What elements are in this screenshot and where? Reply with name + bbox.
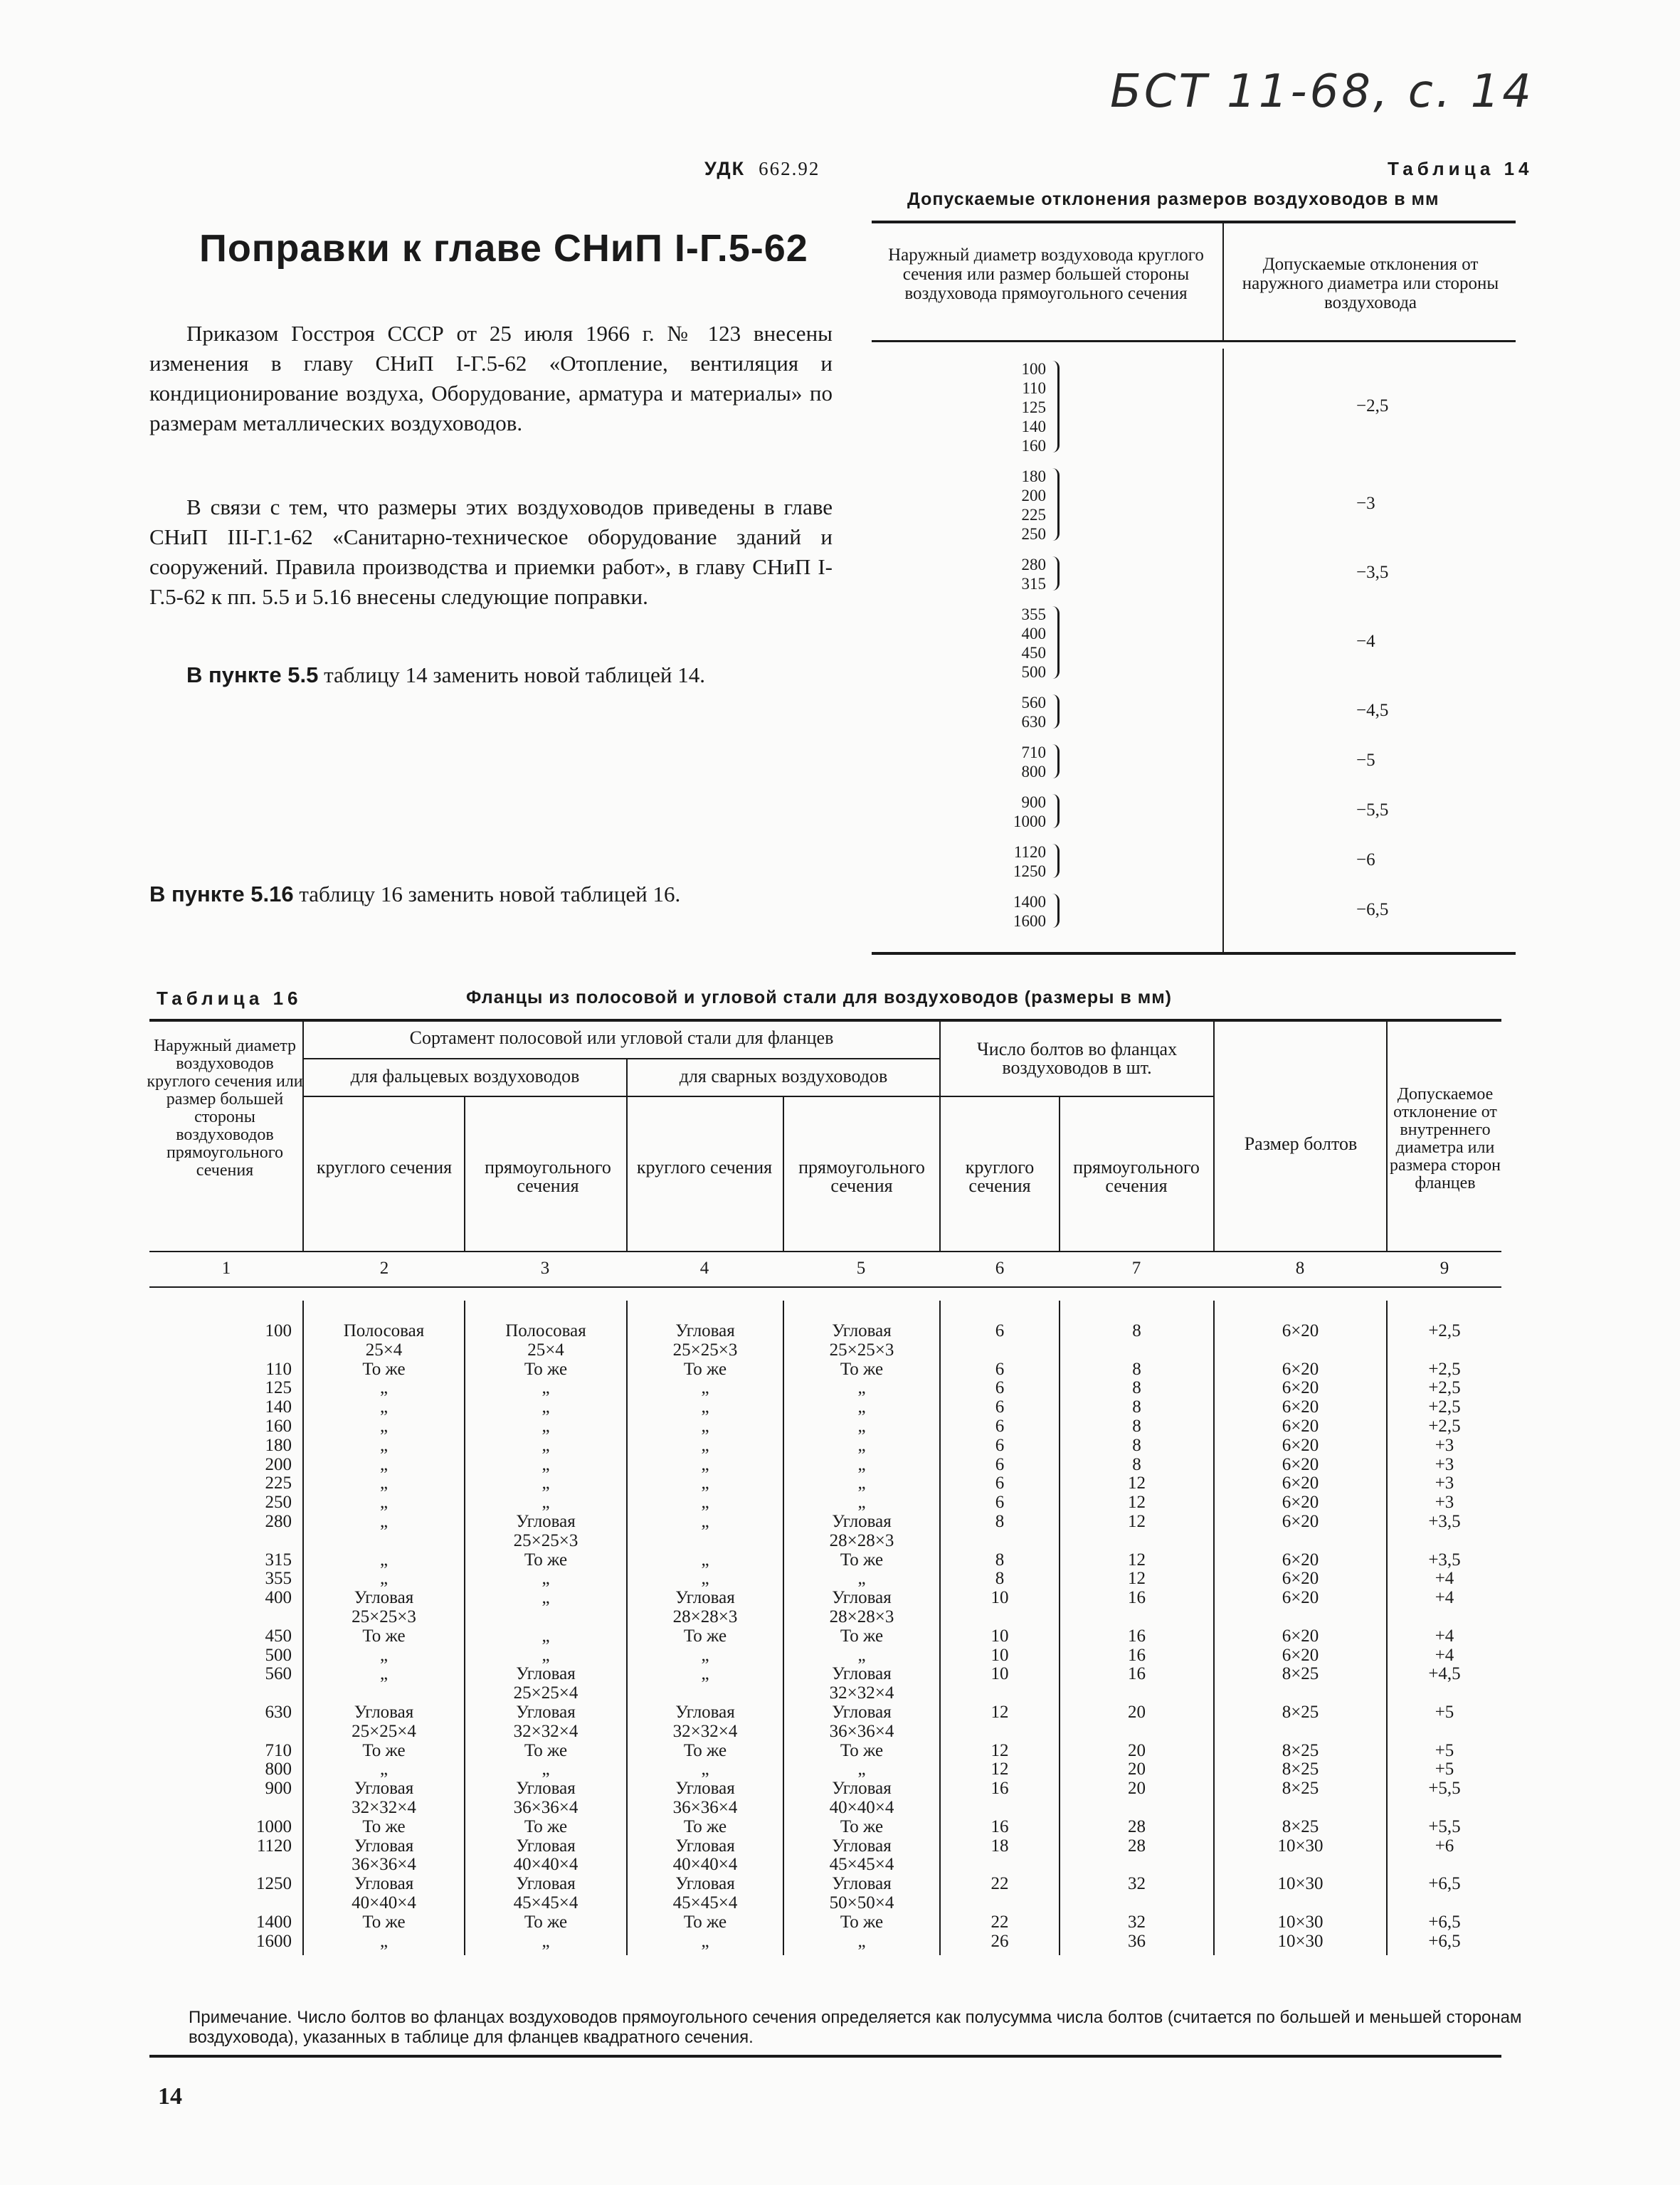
table14-sizes-group xyxy=(975,359,1046,455)
table16-column-number: 4 xyxy=(699,1259,709,1278)
table16-colnum-rule xyxy=(149,1286,1501,1288)
table14-brace xyxy=(1050,744,1060,778)
table14-size-value: 500 xyxy=(1021,663,1046,681)
page-title: Поправки к главе СНиП I-Г.5-62 xyxy=(199,227,808,270)
table16-vline-8 xyxy=(1213,1022,1215,1251)
table14-body-divider xyxy=(1222,349,1224,953)
table14-sizes-group xyxy=(975,842,1046,881)
table16-vline-7 xyxy=(1059,1097,1060,1251)
table14-col2-header: Допускаемые отклонения от наружного диаметра или стороны воздуховода xyxy=(1242,255,1499,312)
table14-tolerance: −2,5 xyxy=(1356,396,1389,416)
table16-col1-values: 100 110 125 140 160 180 200 225 250 280 315 355 400 450 500 560 630 710 800 900 1000 1120 1250 1400 1600 xyxy=(256,1321,292,1951)
table16-falts-header: для фальцевых воздуховодов xyxy=(350,1066,580,1086)
table16-sortament-rule xyxy=(304,1058,939,1059)
table14-size-value: 200 xyxy=(1021,487,1046,504)
table14-brace xyxy=(1050,606,1060,679)
table14-size-value: 1250 xyxy=(1013,862,1046,880)
table16-col2-values: Полосовая 25×4 То же „ „ „ „ „ „ „ „ „ „ Угловая 25×25×3 То же „ „ Угловая 25×25×4 То же „ Угловая 32×32×4 То же Угловая 36×36×4 Угловая 40×40×4 То же „ xyxy=(343,1321,425,1951)
table14-tolerance: −5 xyxy=(1356,751,1375,770)
table16-column-number: 3 xyxy=(540,1259,550,1278)
table14-sizes-group xyxy=(975,605,1046,682)
table14-size-value: 800 xyxy=(1021,763,1046,781)
table14-size-value: 1000 xyxy=(1013,813,1046,830)
table16-vline-4 xyxy=(626,1059,628,1251)
table16-caption: Фланцы из полосовой и угловой стали для воздуховодов (размеры в мм) xyxy=(466,988,1173,1007)
table16-col6-values: 6 6 6 6 6 6 6 6 6 8 8 8 10 10 10 10 12 12 12 16 16 18 22 22 26 xyxy=(990,1321,1009,1951)
table16-col4-values: Угловая 25×25×3 То же „ „ „ „ „ „ „ „ „ „ Угловая 28×28×3 То же „ „ Угловая 32×32×4 То же „ Угловая 36×36×4 То же Угловая 40×40×4 Угловая 45×45×4 То же „ xyxy=(672,1321,738,1951)
table14-size-value: 1400 xyxy=(1013,893,1046,911)
table14-brace xyxy=(1050,844,1060,878)
table14-size-value: 1600 xyxy=(1013,912,1046,930)
table14-size-value: 125 xyxy=(1021,398,1046,416)
paragraph-order: Приказом Госстроя СССР от 25 июля 1966 г. № 123 внесены изменения в главу СНиП I-Г.5-62 «Отопление, вентиляция и кондиционирование воздуха, Оборудование, арматура и материалы» по размерам металлических воздуховодов. xyxy=(149,321,833,435)
table14-brace xyxy=(1050,894,1060,928)
table16-column-number: 6 xyxy=(995,1259,1005,1278)
udk-number: 662.92 xyxy=(759,158,820,179)
table16-column-number: 2 xyxy=(379,1259,389,1278)
table14-col1-header: Наружный диаметр воздуховода круглого сечения или размер большей стороны воздуховода прямоугольного сечения xyxy=(888,245,1204,303)
table14-tolerance: −6 xyxy=(1356,850,1375,869)
table14-sizes-group xyxy=(975,793,1046,831)
table16-col7-values: 8 8 8 8 8 8 8 12 12 12 12 12 16 16 16 16 20 20 20 20 28 28 32 32 36 xyxy=(1128,1321,1146,1951)
table14-size-value: 180 xyxy=(1021,467,1046,485)
table16-bolts-count-header: Число болтов во фланцах воздуховодов в шт. xyxy=(976,1039,1178,1078)
table14-size-value: 250 xyxy=(1021,525,1046,543)
table14-tolerance: −5,5 xyxy=(1356,800,1389,820)
table16-h6-round: круглого сечения xyxy=(965,1157,1035,1196)
table14-brace xyxy=(1050,794,1060,828)
table14-tolerance: −4 xyxy=(1356,632,1375,651)
table16-tolerance-header: Допускаемое отклонение от внутреннего диаметра или размера сторон фланцев xyxy=(1390,1085,1501,1192)
table14-sizes-group xyxy=(975,467,1046,544)
table16-column-number: 9 xyxy=(1439,1259,1449,1278)
table14-size-value: 355 xyxy=(1021,605,1046,623)
table16-vline-3 xyxy=(464,1097,465,1251)
udk-label: УДК xyxy=(704,158,746,179)
table14-size-value: 450 xyxy=(1021,644,1046,662)
table14-size-value: 225 xyxy=(1021,506,1046,524)
paragraph-item-5-5 xyxy=(149,660,833,690)
udk-code xyxy=(704,158,820,180)
table14-size-value: 100 xyxy=(1021,360,1046,378)
table16-top-rule xyxy=(149,1019,1501,1022)
table14-header-rule xyxy=(872,340,1516,342)
paragraph-item-5-5-lead: В пункте 5.5 xyxy=(186,662,319,687)
table16-col1-header: Наружный диаметр воздуховодов круглого сечения или размер большей стороны воздуховодов прямоугольного сечения xyxy=(147,1037,303,1180)
table14-size-value: 315 xyxy=(1021,575,1046,593)
table14-caption: Допускаемые отклонения размеров воздуховодов в мм xyxy=(907,189,1439,209)
table16-col3-values: Полосовая 25×4 То же „ „ „ „ „ „ „ Угловая 25×25×3 То же „ „ „ „ Угловая 25×25×4 Угловая 32×32×4 То же „ Угловая 36×36×4 То же Угловая 40×40×4 Угловая 45×45×4 То же „ xyxy=(505,1321,586,1951)
table16-header-rule xyxy=(149,1251,1501,1252)
table14-size-value: 900 xyxy=(1021,793,1046,811)
table14-size-value: 110 xyxy=(1022,379,1046,397)
paragraph-item-5-5-text: таблицу 14 заменить новой таблицей 14. xyxy=(324,662,705,687)
table14-size-value: 400 xyxy=(1021,625,1046,642)
table16-note: Примечание. Число болтов во фланцах воздуховодов прямоугольного сечения определяется как полусумма числа болтов (считается по большей и меньшей сторонам воздуховода), указанных в таблице для фланцев квадратного сечения. xyxy=(189,2008,1522,2047)
table14-header-divider xyxy=(1222,223,1224,340)
table14-size-value: 160 xyxy=(1021,437,1046,455)
table16-h3-rect: прямоугольного сечения xyxy=(485,1157,611,1196)
paragraph-item-5-16 xyxy=(149,879,833,909)
table16-subheader-rule xyxy=(304,1096,1213,1097)
table16-h7-rect: прямоугольного сечения xyxy=(1073,1157,1200,1196)
page-bottom-rule xyxy=(149,2055,1501,2058)
table14-size-value: 1120 xyxy=(1013,843,1046,861)
table14-size-value: 560 xyxy=(1021,694,1046,711)
table16-h2-round: круглого сечения xyxy=(316,1157,453,1178)
table16-col5-values: Угловая 25×25×3 То же „ „ „ „ „ „ „ Угловая 28×28×3 То же „ Угловая 28×28×3 То же „ Угловая 32×32×4 Угловая 36×36×4 То же „ Угловая 40×40×4 То же Угловая 45×45×4 Угловая 50×50×4 То же „ xyxy=(829,1321,894,1951)
table14-tolerance: −6,5 xyxy=(1356,900,1389,919)
table16-vline-5 xyxy=(783,1097,784,1251)
table16-sortament-header: Сортамент полосовой или угловой стали для фланцев xyxy=(409,1027,834,1048)
table14-size-value: 710 xyxy=(1021,744,1046,761)
table16-h4-round: круглого сечения xyxy=(636,1157,773,1178)
table14-tolerance: −4,5 xyxy=(1356,701,1389,720)
table16-column-number: 8 xyxy=(1295,1259,1305,1278)
table14-bottom-rule xyxy=(872,952,1516,955)
table14-sizes-group xyxy=(975,892,1046,931)
table16-col9-values: +2,5 +2,5 +2,5 +2,5 +2,5 +3 +3 +3 +3 +3,5 +3,5 +4 +4 +4 +4 +4,5 +5 +5 +5 +5,5 +5,5 +6 +6,5 +6,5 +6,5 xyxy=(1428,1321,1461,1951)
table14-sizes-group xyxy=(975,743,1046,781)
table16-svar-header: для сварных воздуховодов xyxy=(679,1066,888,1086)
table16-col8-values: 6×20 6×20 6×20 6×20 6×20 6×20 6×20 6×20 6×20 6×20 6×20 6×20 6×20 6×20 6×20 8×25 8×25 8×25 8×25 8×25 8×25 10×30 10×30 10×30 10×30 xyxy=(1277,1321,1324,1951)
table14-sizes-group xyxy=(975,555,1046,593)
table14-sizes-group xyxy=(975,693,1046,731)
table16-h5-rect: прямоугольного сечения xyxy=(798,1157,925,1196)
table16-column-number: 5 xyxy=(856,1259,866,1278)
table14-brace xyxy=(1050,556,1060,591)
handwritten-reference: БСТ 11-68, с. 14 xyxy=(1110,65,1534,118)
table14-label: Таблица 14 xyxy=(1388,158,1533,179)
table14-size-value: 630 xyxy=(1021,713,1046,731)
table16-label: Таблица 16 xyxy=(157,988,302,1009)
table14-tolerance: −3,5 xyxy=(1356,563,1389,582)
table14-size-value: 140 xyxy=(1021,418,1046,435)
table14-size-value: 280 xyxy=(1021,556,1046,573)
paragraph-reason: В связи с тем, что размеры этих воздуховодов приведены в главе СНиП III-Г.1-62 «Санитарно-техническое оборудование зданий и сооружений. Правила производства и приемки работ», в главу СНиП I-Г.5-62 к пп. 5.5 и 5.16 внесены следующие поправки. xyxy=(149,494,833,609)
table14-brace xyxy=(1050,694,1060,729)
table14-tolerance: −3 xyxy=(1356,494,1375,513)
table14-brace xyxy=(1050,361,1060,453)
table14-top-rule xyxy=(872,221,1516,223)
table16-bolt-size-header: Размер болтов xyxy=(1244,1133,1358,1154)
page-number: 14 xyxy=(158,2083,182,2110)
table16-column-number: 1 xyxy=(221,1259,231,1278)
paragraph-item-5-16-lead: В пункте 5.16 xyxy=(149,882,294,906)
table16-column-number: 7 xyxy=(1131,1259,1141,1278)
paragraph-item-5-16-text: таблицу 16 заменить новой таблицей 16. xyxy=(299,882,681,906)
table14-brace xyxy=(1050,468,1060,541)
